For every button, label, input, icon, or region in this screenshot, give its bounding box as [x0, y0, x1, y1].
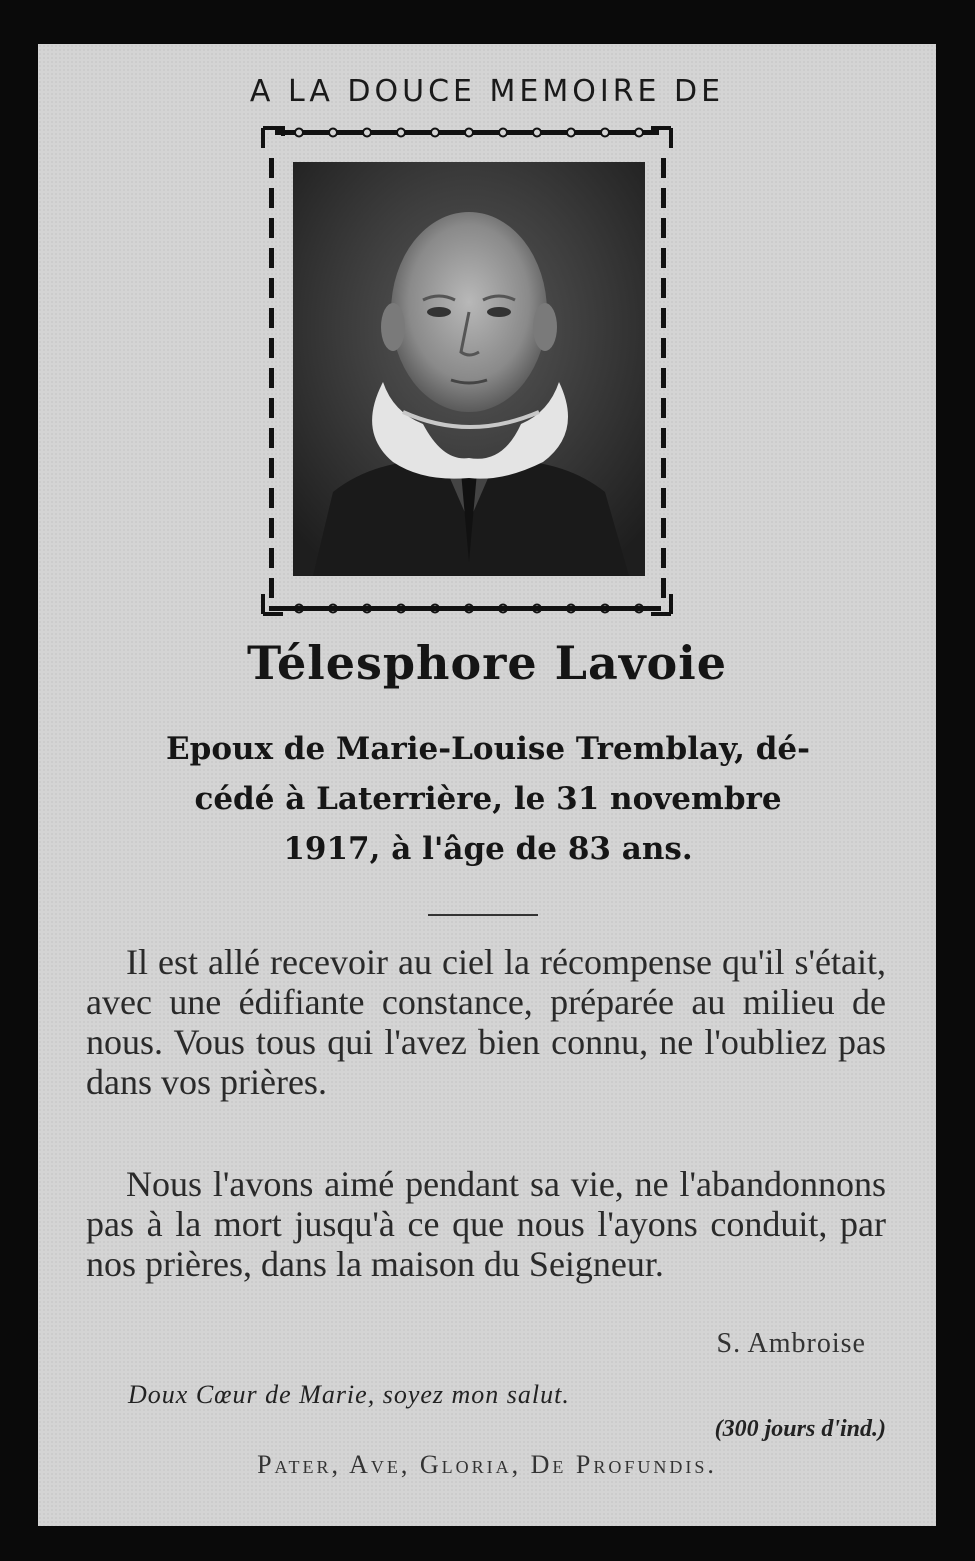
portrait-photo — [293, 162, 645, 576]
details-line: cédé à Laterrière, le 31 novembre — [194, 781, 782, 817]
prayers-footer: Pater, Ave, Gloria, De Profundis. — [257, 1450, 717, 1479]
card-header: A LA DOUCE MEMOIRE DE — [249, 74, 725, 109]
paragraph-text: Nous l'avons aimé pendant sa vie, ne l'abandonnons pas à la mort jusqu'à ce que nous l'ayons conduit, par nos prières, dans la maison du Seigneur. — [86, 1164, 886, 1284]
spouse-and-death-details — [118, 724, 858, 874]
memorial-paragraph — [86, 942, 886, 1102]
deceased-name: Télesphore Lavoie — [247, 636, 727, 690]
paragraph-text: Il est allé recevoir au ciel la récompense qu'il s'était, avec une édifiante constance, préparée au milieu de nous. Vous tous qui l'avez bien connu, ne l'oubliez pas dans vos prières. — [86, 942, 886, 1102]
details-line: 1917, à l'âge de 83 ans. — [283, 831, 693, 867]
indulgence-note: (300 jours d'ind.) — [714, 1416, 886, 1442]
quote-attribution: S. Ambroise — [716, 1328, 866, 1359]
divider — [428, 914, 538, 916]
details-line: Epoux de Marie-Louise Tremblay, dé- — [166, 731, 810, 767]
memorial-paragraph — [86, 1164, 886, 1284]
prayer-line: Doux Cœur de Marie, soyez mon salut. — [128, 1380, 570, 1409]
memorial-card — [38, 44, 936, 1526]
